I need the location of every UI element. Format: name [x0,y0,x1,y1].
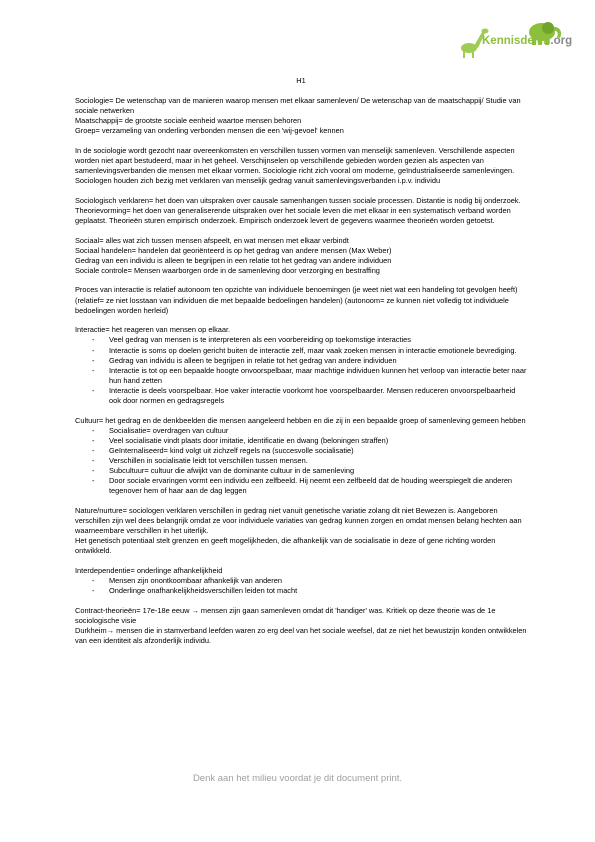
paragraph: Interactie= het reageren van mensen op elkaar. [75,325,231,335]
list-item-text: Door sociale ervaringen vormt een individu een zelfbeeld. Hij neemt een zelfbeeld dat de houding weerspiegelt die anderen tegenover hem of haar aan de dag leggen [109,476,513,496]
section-spacer [75,496,527,506]
list-item [75,356,527,366]
paragraph: Sociologisch verklaren= het doen van uitspraken over causale samenhangen tussen sociale processen. Distantie is nodig bij onderzoek. Theorievorming= het doen van generaliserende uitspraken over het sociale leven die met elkaar in een systematisch verband worden geplaatst. Theorieën sturen empirisch onderzoek. Empirisch onderzoek levert de gegevens waarmee theorieën worden getoetst. [75,195,521,225]
section [75,96,527,136]
list-item-text: Geïnternaliseerd= kind volgt uit zichzelf regels na (succesvolle socialisatie) [109,445,354,455]
paragraph: Interdependentie= onderlinge afhankelijkheid [75,566,223,576]
brand-wordmark [482,35,572,47]
list-item [75,426,527,436]
page-title: H1 [296,76,306,85]
document-body [75,76,527,646]
list-item [75,456,527,466]
paragraph: In de sociologie wordt gezocht naar overeenkomsten en verschillen tussen vormen van menselijk samenleven. Verschillende aspecten worden niet apart bestudeerd, maar in het geheel. Verschijnselen op verschillende gebieden worden gezien als aspecten van samenlevingsverbanden die mensen met elkaar vormen. Sociologie richt zich vooral om moderne, geïndustrialiseerde samenlevingen. [75,145,515,175]
section [75,146,527,186]
paragraph: Durkheim→ mensen die in stamverband leefden waren zo erg deel van het sociale weefsel, dat ze niet het bewustzijn konden ontwikkelen van een identiteit als afzonderlijk individu. [75,626,527,646]
list-item-text: Gedrag van individu is alleen te begrijpen in relatie tot het gedrag van andere individuen [109,355,397,365]
section-spacer [75,316,527,326]
site-logo[interactable] [456,18,576,60]
section [75,236,527,276]
bullet-dash: - [92,345,95,355]
section-spacer [75,276,527,286]
list-item-text: Veel gedrag van mensen is te interpreteren als een voorbereiding op toekomstige interacties [109,335,411,345]
paragraph: Groep= verzameling van onderling verbonden mensen die een 'wij-gevoel' kennen [75,125,344,135]
list-item-text: Interactie is soms op doelen gericht buiten de interactie zelf, maar vaak zoeken mensen in interactie emotionele bevrediging. [109,345,517,355]
section-spacer [75,186,527,196]
paragraph: Cultuur= het gedrag en de denkbeelden die mensen aangeleerd hebben en die zij in een bepaalde groep of samenleving gemeen hebben [75,415,526,425]
list-item [75,335,527,345]
list-item [75,476,527,496]
paragraph: Sociaal handelen= handelen dat georiënteerd is op het gedrag van andere mensen (Max Weber) [75,245,392,255]
list-item-text: Mensen zijn onontkoombaar afhankelijk van anderen [109,576,282,586]
list-item-text: Interactie is deels voorspelbaar. Hoe vaker interactie voorkomt hoe voorspelbaarder. Mensen reduceren onvoorspelbaarheid ook door normen en gedragsregels [109,385,516,405]
list-item [75,446,527,456]
section [75,325,527,406]
list-item [75,586,527,596]
section [75,416,527,497]
bullet-dash: - [92,576,95,586]
bullet-dash: - [92,476,95,486]
paragraph: Sociologie= De wetenschap van de manieren waarop mensen met elkaar samenleven/ De wetenschap van de maatschappij/ Studie van sociale netwerken [75,95,521,115]
paragraph: Gedrag van een individu is alleen te begrijpen in een relatie tot het gedrag van andere individuen [75,255,392,265]
section [75,506,527,556]
list-item-text: Subcultuur= cultuur die afwijkt van de dominante cultuur in de samenleving [109,466,355,476]
list-item-text: Socialisatie= overdragen van cultuur [109,425,229,435]
section-spacer [75,406,527,416]
list-item [75,346,527,356]
bullet-dash: - [92,586,95,596]
list-item-text: Onderlinge onafhankelijkheidsverschillen leiden tot macht [109,586,298,596]
section [75,285,527,315]
paragraph: Nature/nurture= sociologen verklaren verschillen in gedrag niet vanuit genetische variatie zolang dit niet Bewezen is. Aangeboren verschillen zijn wel dees belangrijk omdat ze voor individuele variaties van gedrag kunnen zorgen en omdat mensen belang hechten aan waarneembare verschillen in het uiterlijk. [75,506,522,536]
list-item [75,386,527,406]
paragraph: Het genetisch potentiaal stelt grenzen en geeft mogelijkheden, die afhankelijk van de socialisatie in deze of gene richting worden ontwikkeld. [75,536,496,556]
brand-tld: .org [550,35,573,47]
section-spacer [75,557,527,567]
bullet-dash: - [92,445,95,455]
bullet-dash: - [92,435,95,445]
bullet-dash: - [92,466,95,476]
bullet-dash: - [92,385,95,395]
paragraph: Sociologen houden zich bezig met verklaren van menselijk gedrag vanuit samenlevingsverbanden i.p.v. individu [75,175,441,185]
paragraph: Sociale controle= Mensen waarborgen orde in de samenleving door verzorging en bestraffing [75,265,380,275]
paragraph: Proces van interactie is relatief autonoom ten opzichte van individuele benoemingen (je weet niet wat een handeling tot gevolgen heeft) (relatief= ze niet losstaan van individuen die met bepaalde bedoelingen handelen) (autonoom= ze kunnen niet volledig tot individuele bedoelingen worden herleid) [75,285,518,315]
section-spacer [75,136,527,146]
bullet-dash: - [92,365,95,375]
list-item-text: Interactie is tot op een bepaalde hoogte onvoorspelbaar, maar machtige individuen kunnen het verloop van interactie beter naar hun hand zetten [109,365,527,385]
bullet-dash: - [92,355,95,365]
bullet-dash: - [92,425,95,435]
paragraph: Sociaal= alles wat zich tussen mensen afspeelt, en wat mensen met elkaar verbindt [75,235,349,245]
content-sections [75,86,527,646]
list-item [75,576,527,586]
section [75,606,527,646]
section-spacer [75,86,527,96]
paragraph: Maatschappij= de grootste sociale eenheid waartoe mensen behoren [75,115,302,125]
brand-name: Kennisdelen [482,35,551,47]
list-item [75,466,527,476]
section-spacer [75,226,527,236]
list-item-text: Veel socialisatie vindt plaats door imitatie, identificatie en dwang (beloningen straffen) [109,435,389,445]
list-item-text: Verschillen in socialisatie leidt tot verschillen tussen mensen. [109,456,308,466]
section [75,566,527,596]
paragraph: Contract-theorieën= 17e-18e eeuw → mensen zijn gaan samenleven omdat dit 'handiger' was. Kritiek op deze theorie was de 1e sociologische visie [75,605,496,626]
bullet-dash: - [92,456,95,466]
list-item [75,436,527,446]
footer-note: Denk aan het milieu voordat je dit document print. [192,773,403,784]
section-spacer [75,596,527,606]
list-item [75,366,527,386]
section [75,196,527,226]
bullet-dash: - [92,335,95,345]
